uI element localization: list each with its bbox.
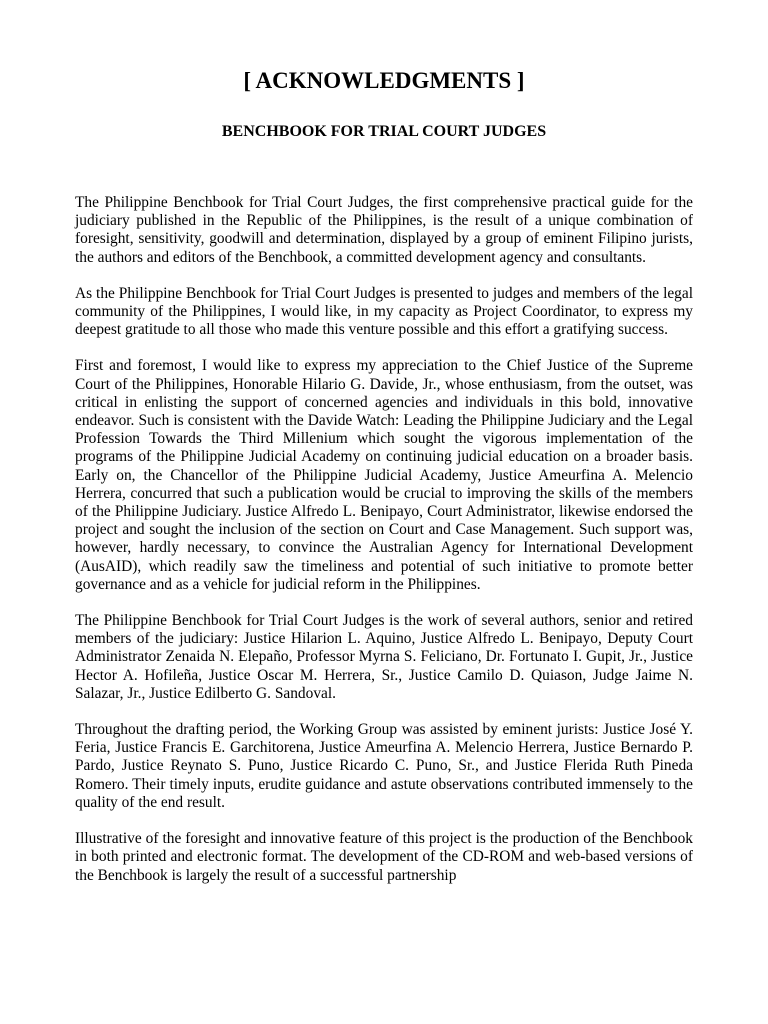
paragraph-working-group: Throughout the drafting period, the Working Group was assisted by eminent jurists: Justice José Y. Feria, Justice Francis E. Garchitorena, Justice Ameurfina A. Melencio Herrera, Justice Bernardo P. Pardo, Justice Reynato S. Puno, Justice Ricardo C. Puno, Sr., and Justice Flerida Ruth Pineda Romero. Their timely inputs, erudite guidance and astute observations contributed immensely to the quality of the end result. [75,721,693,811]
page-title: [ ACKNOWLEDGMENTS ] [243,68,525,93]
body-text [75,194,693,885]
paragraph-gratitude: As the Philippine Benchbook for Trial Court Judges is presented to judges and members of the legal community of the Philippines, I would like, in my capacity as Project Coordinator, to express my deepest gratitude to all those who made this venture possible and this effort a gratifying success. [75,284,693,339]
paragraph-chief-justice: First and foremost, I would like to express my appreciation to the Chief Justice of the Supreme Court of the Philippines, Honorable Hilario G. Davide, Jr., whose enthusiasm, from the outset, was critical in enlisting the support of concerned agencies and individuals in this bold, innovative endeavor. Such is consistent with the Davide Watch: Leading the Philippine Judiciary and the Legal Profession Towards the Third Millenium which sought the vigorous implementation of the programs of the Philippine Judicial Academy on continuing judicial education on a broader basis. Early on, the Chancellor of the Philippine Judicial Academy, Justice Ameurfina A. Melencio Herrera, concurred that such a publication would be crucial to improving the skills of the members of the Philippine Judiciary. Justice Alfredo L. Benipayo, Court Administrator, likewise endorsed the project and sought the inclusion of the section on Court and Case Management. Such support was, however, hardly necessary, to convince the Australian Agency for International Development (AusAID), which readily saw the timeliness and potential of such initiative to promote better governance and as a vehicle for judicial reform in the Philippines. [75,357,693,593]
paragraph-intro: The Philippine Benchbook for Trial Court Judges, the first comprehensive practical guide for the judiciary published in the Republic of the Philippines, is the result of a unique combination of foresight, sensitivity, goodwill and determination, displayed by a group of eminent Filipino jurists, the authors and editors of the Benchbook, a committed development agency and consultants. [75,194,693,266]
paragraph-electronic-format: Illustrative of the foresight and innovative feature of this project is the production of the Benchbook in both printed and electronic format. The development of the CD-ROM and web-based versions of the Benchbook is largely the result of a successful partnership [75,830,693,884]
page-subtitle: BENCHBOOK FOR TRIAL COURT JUDGES [221,123,547,140]
paragraph-authors: The Philippine Benchbook for Trial Court Judges is the work of several authors, senior and retired members of the judiciary: Justice Hilarion L. Aquino, Justice Alfredo L. Benipayo, Deputy Court Administrator Zenaida N. Elepaño, Professor Myrna S. Feliciano, Dr. Fortunato I. Gupit, Jr., Justice Hector A. Hofileña, Justice Oscar M. Herrera, Sr., Justice Camilo D. Quiason, Judge Jaime N. Salazar, Jr., Justice Edilberto G. Sandoval. [75,612,693,702]
